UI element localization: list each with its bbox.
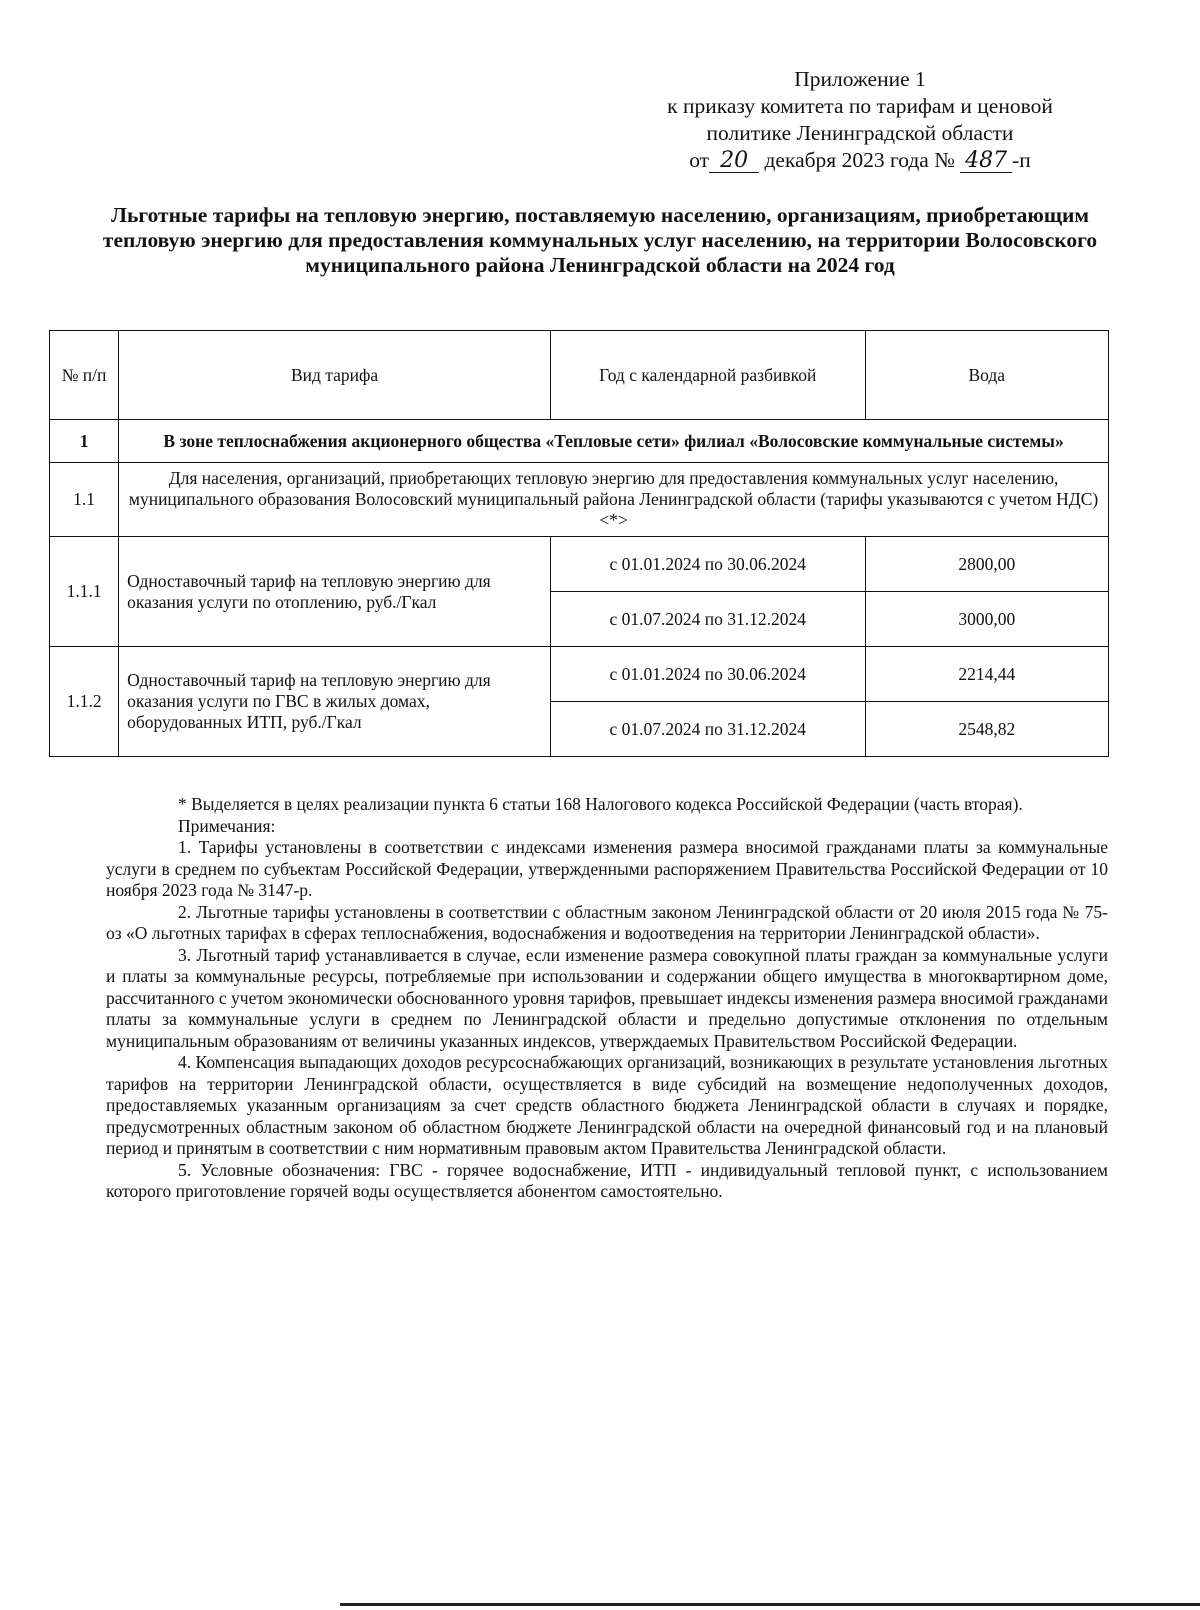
note-item: 3. Льготный тариф устанавливается в случае, если изменение размера совокупной платы граждан за коммунальные услуги и платы за коммунальные ресурсы, потребляемые при использовании и содержании общего имущества в многоквартирном доме, рассчитанного с учетом экономически обоснованного уровня тарифов, превышает индексы изменения размера вносимой гражданами платы за коммунальные услуги в среднем по Ленинградской области и предельно допустимые отклонения по отдельным муниципальным образованиям от величины указанных индексов, утверждаемых Правительством Российской Федерации.	[106, 944, 1108, 1051]
row-period: с 01.07.2024 по 31.12.2024	[550, 592, 865, 647]
document-title: Льготные тарифы на тепловую энергию, поставляемую населению, организациям, приобретающим тепловую энергию для предоставления коммунальных услуг населению, на территории Волосовского муниципального района Ленинградской области на 2024 год	[102, 203, 1098, 277]
note-item: 5. Условные обозначения: ГВС - горячее водоснабжение, ИТП - индивидуальный тепловой пункт, с использованием которого приготовление горячей воды осуществляется абонентом самостоятельно.	[106, 1159, 1108, 1201]
header-year: Год с календарной разбивкой	[550, 331, 865, 420]
row-value: 3000,00	[865, 592, 1108, 647]
footnote: * Выделяется в целях реализации пункта 6 статьи 168 Налогового кодекса Российской Федерации (часть вторая).	[178, 794, 1023, 814]
row-value: 2548,82	[865, 702, 1108, 757]
handwritten-order-number: 487	[960, 150, 1012, 173]
group-row	[50, 463, 1109, 537]
row-tariff-type: Одноставочный тариф на тепловую энергию для оказания услуги по отоплению, руб./Гкал	[119, 537, 551, 647]
header-water: Вода	[865, 331, 1108, 420]
appendix-title: Приложение 1	[794, 67, 926, 91]
row-num: 1.1.1	[50, 537, 119, 647]
row-num: 1.1.2	[50, 647, 119, 757]
notes-heading: Примечания:	[178, 815, 276, 836]
note-item: 4. Компенсация выпадающих доходов ресурсоснабжающих организаций, возникающих в результате установления льготных тарифов на территории Ленинградской области, осуществляется в виде субсидий на возмещение недополученных доходов, предоставляемых указанным организациям за счет средств областного бюджета Ленинградской области в случаях и порядке, предусмотренных областным законом об областном бюджете Ленинградской области на очередной финансовый год и на плановый период и принятым в соответствии с ним нормативным правовым актом Правительства Ленинградской области.	[106, 1052, 1108, 1158]
appendix-header	[610, 66, 1110, 174]
handwritten-day: 20	[709, 150, 759, 173]
appendix-date-line	[610, 147, 1110, 174]
zone-num: 1	[50, 420, 119, 463]
row-period: с 01.07.2024 по 31.12.2024	[550, 702, 865, 757]
zone-row	[50, 420, 1109, 463]
row-value: 2214,44	[865, 647, 1108, 702]
notes-section	[106, 794, 1108, 1203]
appendix-committee: политике Ленинградской области	[706, 121, 1014, 145]
row-value: 2800,00	[865, 537, 1108, 592]
date-prefix: от	[689, 148, 710, 172]
row-period: с 01.01.2024 по 30.06.2024	[550, 647, 865, 702]
appendix-order-ref: к приказу комитета по тарифам и ценовой	[667, 94, 1053, 118]
row-period: с 01.01.2024 по 30.06.2024	[550, 537, 865, 592]
table-row	[50, 647, 1109, 702]
date-rest: декабря 2023 года №	[759, 148, 961, 172]
group-text: Для населения, организаций, приобретающих тепловую энергию для предоставления коммунальных услуг населению, муниципального образования Волосовский муниципальный района Ленинградской области (тарифы указываются с учетом НДС) <*>	[119, 463, 1109, 537]
header-type: Вид тарифа	[119, 331, 551, 420]
note-item: 2. Льготные тарифы установлены в соответствии с областным законом Ленинградской области от 20 июля 2015 года № 75-оз «О льготных тарифах в сферах теплоснабжения, водоснабжения и водоотведения на территории Ленинградской области».	[106, 901, 1108, 943]
order-suffix: -п	[1012, 148, 1031, 172]
row-tariff-type: Одноставочный тариф на тепловую энергию для оказания услуги по ГВС в жилых домах, оборудованных ИТП, руб./Гкал	[119, 647, 551, 757]
scan-edge-line	[340, 1603, 1200, 1606]
header-num: № п/п	[50, 331, 119, 420]
zone-text: В зоне теплоснабжения акционерного общества «Тепловые сети» филиал «Волосовские коммунальные системы»	[119, 420, 1109, 463]
tariff-table	[49, 330, 1109, 757]
table-header-row	[50, 331, 1109, 420]
note-item: 1. Тарифы установлены в соответствии с индексами изменения размера вносимой гражданами платы за коммунальные услуги в среднем по субъектам Российской Федерации, утвержденными распоряжением Правительства Российской Федерации от 10 ноября 2023 года № 3147-р.	[106, 837, 1108, 900]
group-num: 1.1	[50, 463, 119, 537]
table-row	[50, 537, 1109, 592]
